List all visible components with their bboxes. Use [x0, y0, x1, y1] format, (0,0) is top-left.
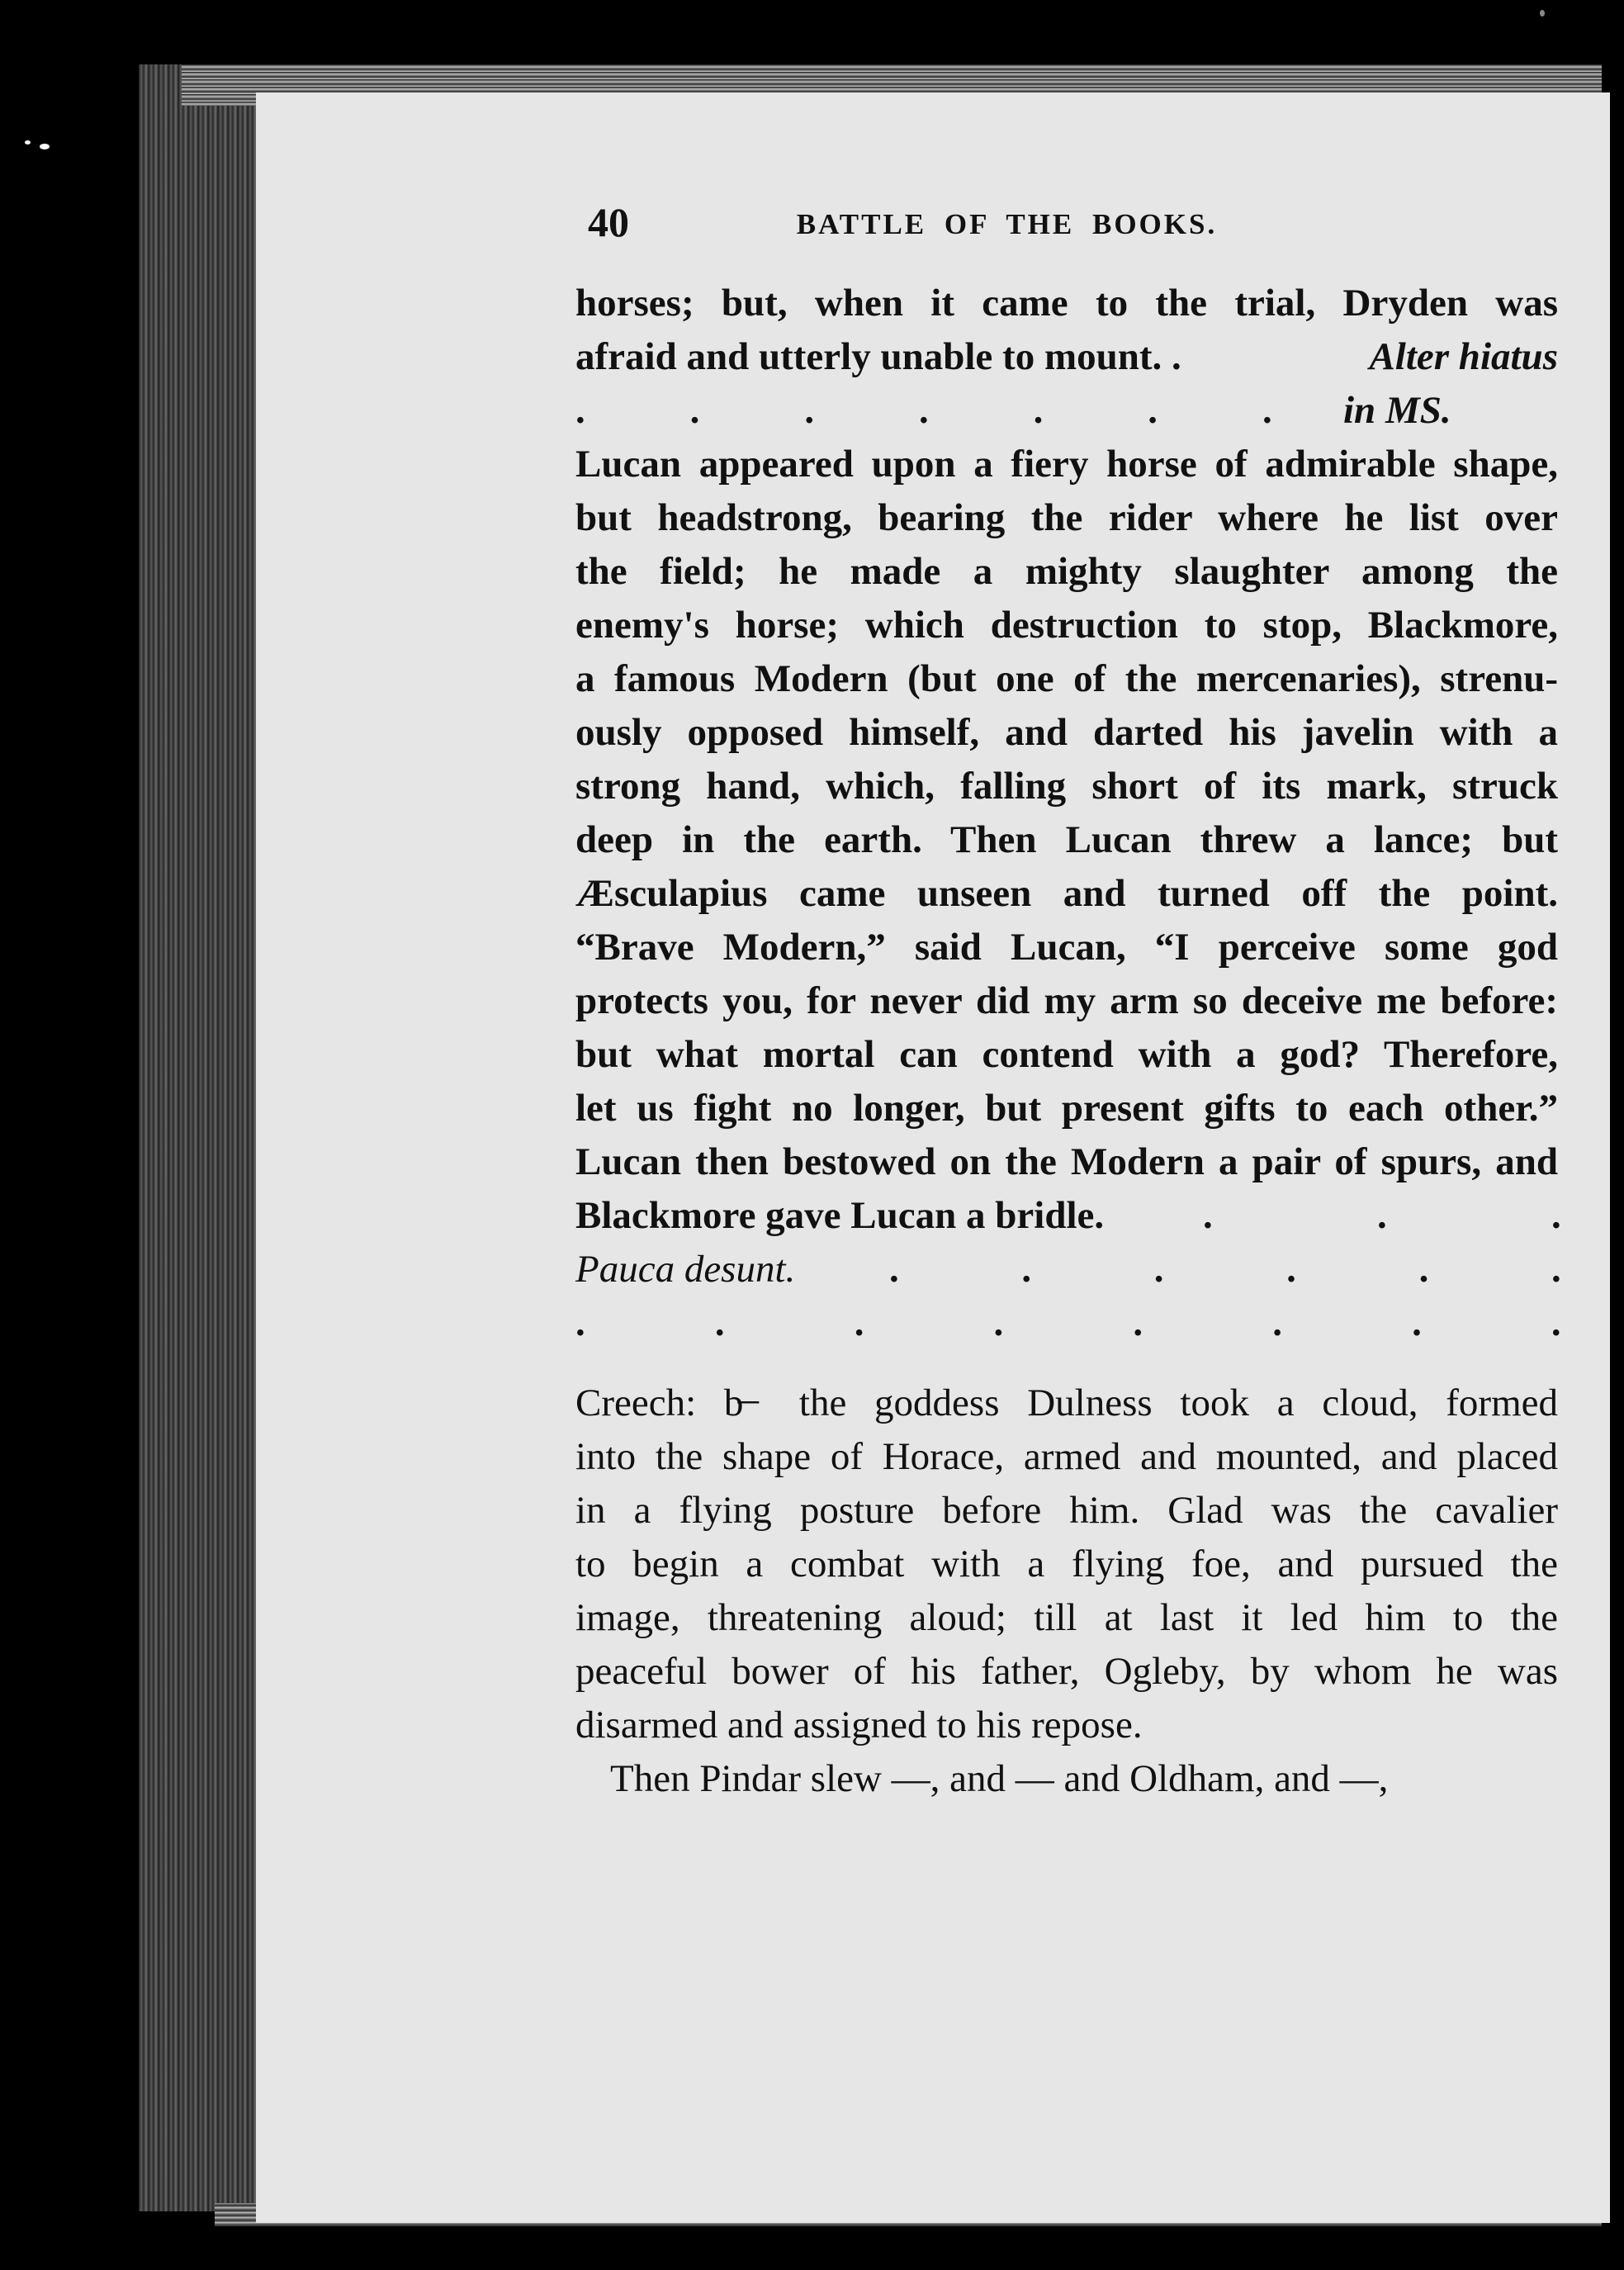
dots-line: [575, 1296, 1561, 1350]
text-line: let us fight no longer, but present gifts to each other.”: [575, 1087, 1558, 1130]
text-line: “Brave Modern,” said Lucan, “I perceive some god: [575, 926, 1558, 969]
text-line: a famous Modern (but one of the mercenaries), strenu-: [575, 657, 1558, 700]
running-title: BATTLE OF THE BOOKS.: [796, 208, 1218, 240]
text-line-main: afraid and utterly unable to mount. .: [575, 335, 1181, 378]
scan-smudge: [25, 140, 31, 145]
text-line: [575, 1243, 1561, 1296]
page-header: [588, 198, 1558, 264]
text-line: Æsculapius came unseen and turned off the point.: [575, 872, 1558, 915]
text-line: deep in the earth. Then Lucan threw a lance; but: [575, 818, 1558, 861]
text-line: Lucan appeared upon a fiery horse of admirable shape,: [575, 443, 1558, 486]
scan-smudge: [40, 144, 50, 149]
page-number: 40: [588, 199, 629, 245]
ellipsis-dots: . . .: [1203, 1194, 1561, 1237]
text-line: into the shape of Horace, armed and mounted, and placed: [575, 1435, 1558, 1478]
text-line: ously opposed himself, and darted his javelin with a: [575, 711, 1558, 754]
marginal-note: Alter hiatus: [1369, 335, 1558, 378]
ellipsis-dots: . . . . . .: [889, 1248, 1561, 1291]
text-line-main: Blackmore gave Lucan a bridle.: [575, 1194, 1105, 1237]
text-line: image, threatening aloud; till at last it led him to the: [575, 1596, 1558, 1639]
marginal-note: in MS.: [1343, 389, 1451, 432]
text-line: peaceful bower of his father, Ogleby, by whom he was: [575, 1650, 1558, 1693]
text-line: enemy's horse; which destruction to stop, Blackmore,: [575, 604, 1558, 647]
text-line: [575, 1189, 1561, 1243]
text-line: but what mortal can contend with a god? Therefore,: [575, 1033, 1558, 1076]
text-line: horses; but, when it came to the trial, Dryden was: [575, 282, 1558, 325]
page-text: [575, 277, 1561, 1806]
text-line: protects you, for never did my arm so deceive me before:: [575, 979, 1558, 1022]
pauca-desunt: Pauca desunt.: [575, 1248, 796, 1291]
text-line: strong hand, which, falling short of its mark, struck: [575, 765, 1558, 808]
text-line: Creech: b̵ ̵ the goddess Dulness took a cloud, formed: [575, 1381, 1558, 1424]
text-line: the field; he made a mighty slaughter among the: [575, 550, 1558, 593]
text-line: in a flying posture before him. Glad was the cavalier: [575, 1489, 1558, 1532]
text-line: disarmed and assigned to his repose.: [575, 1704, 1143, 1746]
dots-line: [575, 384, 1558, 438]
scan-smudge: [1540, 10, 1545, 17]
ellipsis-dots: . . . . . . . .: [575, 1301, 1561, 1344]
text-line: Lucan then bestowed on the Modern a pair of spurs, and: [575, 1140, 1558, 1183]
text-line: but headstrong, bearing the rider where he list over: [575, 496, 1558, 539]
text-line: to begin a combat with a flying foe, and pursued the: [575, 1543, 1558, 1585]
text-line: Then Pindar slew —, and — and Oldham, and —,: [610, 1757, 1389, 1800]
text-line: [575, 330, 1558, 384]
ellipsis-dots: . . . . . . .: [575, 389, 1272, 432]
